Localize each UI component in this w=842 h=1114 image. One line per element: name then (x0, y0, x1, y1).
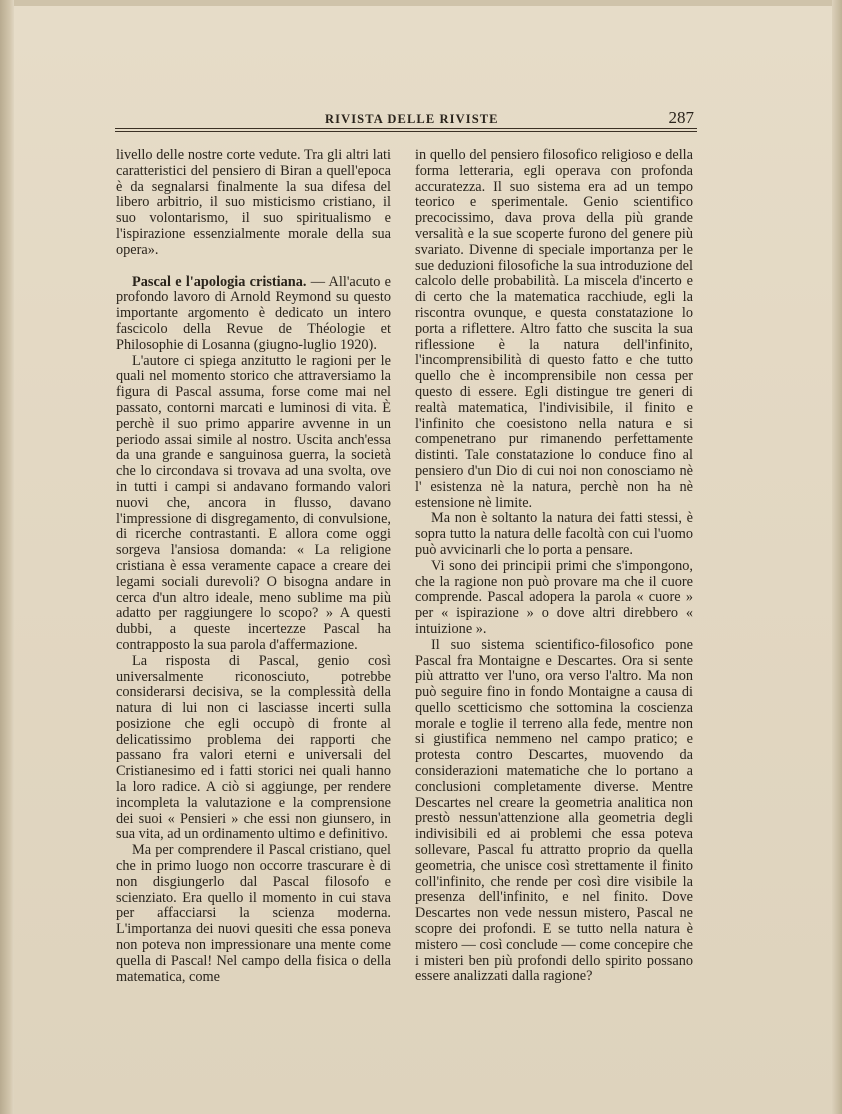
left-column (116, 148, 391, 985)
paragraph: Il suo sistema scientifico-filosofico pone Pascal fra Montaigne e Descartes. Ora si sente più attratto ver l'uno, ora verso l'altro. Ma non può seguire fino in fondo Montaigne a causa di quello scetticismo che sottomina la coscienza morale e toglie il terreno alla fede, mentre non si giustifica nemmeno nel campo pratico; e protesta contro Descartes, muovendo da considerazioni matematiche che lo portano a conclusioni completamente diverse. Mentre Descartes nel creare la geometria analitica non prestò nessun'attenzione alla geometria degli indivisibili ed ai problemi che essa poteva sollevare, Pascal fu attratto proprio da quella geometria, che unisce così strettamente il finito coll'infinito, che rende per così dire visibile la presenza dell'infinito, e nel finito. Dove Descartes non vede nessun mistero, Pascal ne scopre dei profondi. E se tutto nella natura è mistero — così conclude — come concepire che i misteri ben più profondi dello spirito possano essere analizzati dalla ragione? (415, 636, 693, 985)
running-title: RIVISTA DELLE RIVISTE (325, 112, 499, 126)
page-binding-edge (0, 0, 14, 1114)
paragraph: La risposta di Pascal, genio così universalmente riconosciuto, potrebbe considerarsi decisiva, se la complessità della natura di lui non ci lasciasse incerti sulla posizione che egli occupò di fronte al delicatissimo problema dei rapporti che passano fra valori eterni e universali del Cristianesimo ed i fatti storici nei quali hanno la loro radice. A ciò si aggiunge, per rendere incompleta la valutazione e la comprensione dei suoi « Pensieri » che essi non giunsero, in sua vita, ad un ordinamento ultimo e definitivo. (116, 652, 391, 843)
page-top-edge (0, 0, 842, 6)
section-intro-text: — All'acuto e profondo lavoro di Arnold Reymond su questo importante argomento è dedicato un intero fascicolo della Revue de Théologie et Philosophie di Losanna (giugno-luglio 1920). (116, 273, 391, 353)
paragraph: L'autore ci spiega anzitutto le ragioni per le quali nel momento storico che attraversiamo la figura di Pascal assuma, forse come mai nel passato, contorni marcati e luminosi di vita. È perchè il suo primo apparire avvenne in un periodo assai simile al nostro. Uscita anch'essa da una grande e sanguinosa guerra, la società che lo circondava si trovava ad una svolta, ove in tutti i campi si andavano formando valori nuovi che, ancora in flusso, davano l'impressione di disgregamento, di convulsione, di ricerche contrastanti. E allora come oggi sorgeva l'ansiosa domanda: « La religione cristiana è essa veramente capace a creare dei legami sociali durevoli? O bisogna andare in cerca d'un altro ideale, meno sublime ma più adatto per raggiungere lo scopo? » A questi dubbi, a queste incertezze Pascal ha contrapposto la sua parola d'affermazione. (116, 352, 391, 653)
section-paragraph (116, 275, 391, 354)
header-rule (115, 128, 697, 132)
page-header (115, 108, 697, 130)
paragraph: in quello del pensiero filosofico religioso e della forma letteraria, egli operava con profonda accuratezza. Il suo sistema era ad un tempo teorico e sperimentale. Genio scientifico precocissimo, dava prova della più grande versalità e la sue scoperte furono del genere più svariato. Divenne di speciale importanza per le sue deduzioni filosofiche la sua introduzione del calcolo delle probabilità. La miscela d'incerto e di certo che la matematica racchiude, egli la riscontra ovunque, e questa constatazione lo porta a riflettere. Altro fatto che suscita la sua riflessione è la natura dell'infinito, l'incomprensibilità di questo fatto e che tutto quello che è incomprensibile non cessa per questo di essere. Egli distingue tre generi di realtà matematica, l'indivisibile, il finito e l'infinito che coesistono nella natura e si compenetrano pur rimanendo perfettamente distinti. Tale constatazione lo conduce fino al pensiero d'un Dio di cui noi non conosciamo nè l' esistenza nè la natura, perchè non ha nè estensione nè limite. (415, 147, 693, 511)
paragraph: Ma per comprendere il Pascal cristiano, quel che in primo luogo non occorre trascurare è di non disgiungerlo dal Pascal filosofo e scienziato. Era quello il momento in cui stava per affacciarsi la scienza moderna. L'importanza dei nuovi quesiti che essa poneva non poteva non impressionare una mente come quella di Pascal! Nel campo della fisica o della matematica, come (116, 842, 391, 985)
right-column (415, 148, 693, 985)
page-number: 287 (668, 108, 694, 127)
paragraph: Vi sono dei principii primi che s'impongono, che la ragione non può provare ma che il cuore comprende. Pascal adopera la parola « cuore » per « ispirazione » o dove altri direbbero « intuizione ». (415, 557, 693, 637)
paragraph: Ma non è soltanto la natura dei fatti stessi, è sopra tutto la natura delle facoltà con cui l'uomo può avvicinarli che lo porta a pensare. (415, 510, 693, 558)
section-heading: Pascal e l'apologia cristiana. (132, 273, 307, 290)
page-right-edge (832, 0, 842, 1114)
paragraph: livello delle nostre corte vedute. Tra gli altri lati caratteristici del pensiero di Biran a quell'epoca è da segnalarsi finalmente la sua difesa del libero arbitrio, il suo misticismo cristiano, il suo volontarismo, il suo spiritualismo e l'ispirazione essenzialmente morale della sua opera». (116, 147, 391, 258)
